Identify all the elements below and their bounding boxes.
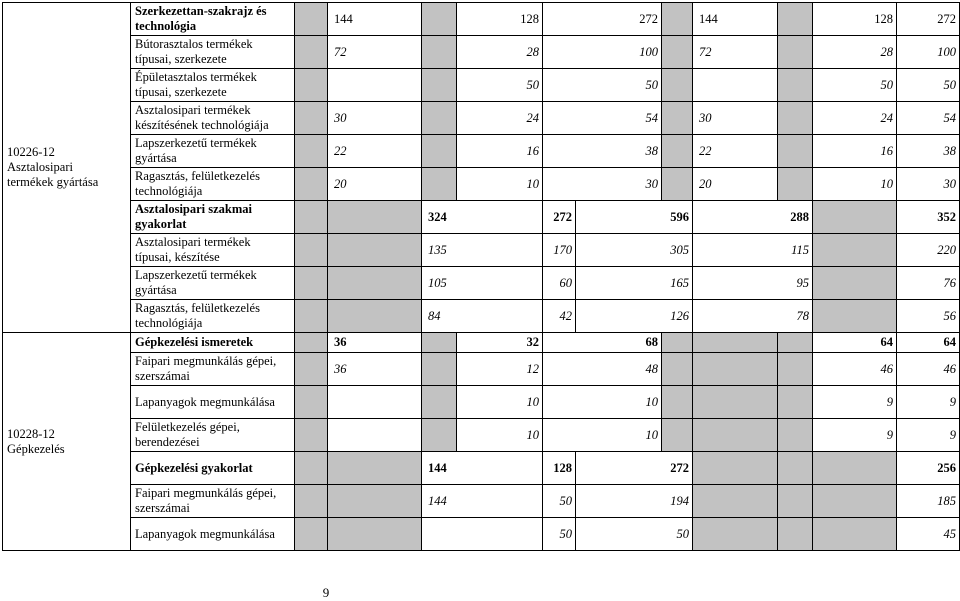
empty-cell <box>813 452 897 485</box>
value-cell: 22 <box>693 135 778 168</box>
empty-cell <box>662 353 693 386</box>
empty-cell <box>693 419 778 452</box>
value-cell: 45 <box>897 518 960 551</box>
subject-cell: Gépkezelési ismeretek <box>131 333 295 353</box>
value-cell: 272 <box>576 452 693 485</box>
value-cell: 46 <box>897 353 960 386</box>
value-cell <box>328 69 422 102</box>
value-cell: 50 <box>543 485 576 518</box>
empty-cell <box>778 102 813 135</box>
subject-cell: Lapanyagok megmunkálása <box>131 386 295 419</box>
value-cell: 72 <box>693 36 778 69</box>
empty-cell <box>662 386 693 419</box>
empty-cell <box>813 267 897 300</box>
value-cell: 144 <box>328 3 422 36</box>
empty-cell <box>813 201 897 234</box>
empty-cell <box>295 333 328 353</box>
value-cell: 38 <box>897 135 960 168</box>
value-cell: 256 <box>897 452 960 485</box>
subject-cell: Bútorasztalos termékek típusai, szerkezete <box>131 36 295 69</box>
empty-cell <box>693 485 778 518</box>
value-cell: 50 <box>576 518 693 551</box>
module-id: 10228-12 <box>7 426 55 441</box>
value-cell: 165 <box>576 267 693 300</box>
value-cell: 10 <box>457 386 543 419</box>
value-cell: 76 <box>897 267 960 300</box>
empty-cell <box>295 168 328 201</box>
value-cell: 135 <box>422 234 543 267</box>
value-cell: 50 <box>813 69 897 102</box>
subject-cell: Asztalosipari termékek készítésének technológiája <box>131 102 295 135</box>
empty-cell <box>778 386 813 419</box>
value-cell: 72 <box>328 36 422 69</box>
empty-cell <box>813 518 897 551</box>
module-id: 10226-12 <box>7 145 55 159</box>
value-cell: 36 <box>328 333 422 353</box>
table-row <box>3 135 960 168</box>
value-cell: 9 <box>897 419 960 452</box>
empty-cell <box>422 386 457 419</box>
subject-cell: Faipari megmunkálás gépei, szerszámai <box>131 485 295 518</box>
value-cell: 10 <box>457 168 543 201</box>
subject-cell: Asztalosipari szakmai gyakorlat <box>131 201 295 234</box>
value-cell: 28 <box>457 36 543 69</box>
value-cell: 272 <box>543 3 662 36</box>
empty-cell <box>662 102 693 135</box>
empty-cell <box>778 419 813 452</box>
empty-cell <box>778 36 813 69</box>
empty-cell <box>295 201 328 234</box>
empty-cell <box>295 234 328 267</box>
empty-cell <box>693 353 778 386</box>
empty-cell <box>295 69 328 102</box>
value-cell: 16 <box>457 135 543 168</box>
empty-cell <box>295 102 328 135</box>
value-cell: 128 <box>813 3 897 36</box>
value-cell: 30 <box>693 102 778 135</box>
value-cell: 54 <box>543 102 662 135</box>
empty-cell <box>662 419 693 452</box>
value-cell: 288 <box>693 201 813 234</box>
value-cell: 352 <box>897 201 960 234</box>
value-cell: 56 <box>897 300 960 333</box>
value-cell: 38 <box>543 135 662 168</box>
value-cell: 105 <box>422 267 543 300</box>
value-cell: 100 <box>543 36 662 69</box>
empty-cell <box>328 201 422 234</box>
value-cell: 30 <box>328 102 422 135</box>
table-row <box>3 485 960 518</box>
value-cell: 24 <box>457 102 543 135</box>
empty-cell <box>813 485 897 518</box>
empty-cell <box>662 168 693 201</box>
value-cell: 185 <box>897 485 960 518</box>
table-row <box>3 333 960 353</box>
value-cell: 10 <box>543 386 662 419</box>
empty-cell <box>295 485 328 518</box>
value-cell: 144 <box>422 485 543 518</box>
module-cell <box>3 3 131 333</box>
subject-cell: Szerkezettan-szakrajz és technológia <box>131 3 295 36</box>
empty-cell <box>328 234 422 267</box>
value-cell: 64 <box>813 333 897 353</box>
table-row <box>3 102 960 135</box>
empty-cell <box>328 485 422 518</box>
value-cell: 10 <box>813 168 897 201</box>
value-cell: 144 <box>693 3 778 36</box>
value-cell: 272 <box>543 201 576 234</box>
empty-cell <box>693 452 778 485</box>
subject-cell: Felületkezelés gépei, berendezései <box>131 419 295 452</box>
curriculum-hours-table <box>2 2 960 551</box>
empty-cell <box>693 333 778 353</box>
subject-cell: Lapanyagok megmunkálása <box>131 518 295 551</box>
value-cell: 48 <box>543 353 662 386</box>
empty-cell <box>778 452 813 485</box>
empty-cell <box>422 3 457 36</box>
value-cell: 10 <box>543 419 662 452</box>
empty-cell <box>422 36 457 69</box>
subject-cell: Gépkezelési gyakorlat <box>131 452 295 485</box>
empty-cell <box>778 69 813 102</box>
empty-cell <box>295 267 328 300</box>
module-name-line: Gépkezelés <box>7 441 65 456</box>
page-number: 9 <box>322 585 330 600</box>
empty-cell <box>813 234 897 267</box>
value-cell: 30 <box>543 168 662 201</box>
empty-cell <box>813 300 897 333</box>
subject-cell: Ragasztás, felületkezelés technológiája <box>131 300 295 333</box>
empty-cell <box>662 3 693 36</box>
empty-cell <box>328 300 422 333</box>
subject-cell: Faipari megmunkálás gépei, szerszámai <box>131 353 295 386</box>
value-cell: 78 <box>693 300 813 333</box>
value-cell: 12 <box>457 353 543 386</box>
empty-cell <box>422 102 457 135</box>
value-cell: 20 <box>693 168 778 201</box>
module-name-line: Asztalosipari <box>7 160 73 174</box>
table-row <box>3 267 960 300</box>
empty-cell <box>295 135 328 168</box>
value-cell: 128 <box>457 3 543 36</box>
subject-cell: Lapszerkezetű termékek gyártása <box>131 135 295 168</box>
empty-cell <box>778 333 813 353</box>
value-cell: 64 <box>897 333 960 353</box>
empty-cell <box>422 353 457 386</box>
empty-cell <box>295 353 328 386</box>
empty-cell <box>295 452 328 485</box>
empty-cell <box>295 36 328 69</box>
value-cell: 115 <box>693 234 813 267</box>
empty-cell <box>662 135 693 168</box>
value-cell: 596 <box>576 201 693 234</box>
value-cell: 170 <box>543 234 576 267</box>
value-cell: 220 <box>897 234 960 267</box>
value-cell: 10 <box>457 419 543 452</box>
table-row <box>3 518 960 551</box>
value-cell: 50 <box>897 69 960 102</box>
value-cell: 305 <box>576 234 693 267</box>
empty-cell <box>422 419 457 452</box>
empty-cell <box>778 485 813 518</box>
value-cell: 24 <box>813 102 897 135</box>
empty-cell <box>328 518 422 551</box>
value-cell: 22 <box>328 135 422 168</box>
table-row <box>3 168 960 201</box>
subject-cell: Lapszerkezetű termékek gyártása <box>131 267 295 300</box>
value-cell: 60 <box>543 267 576 300</box>
module-cell <box>3 333 131 551</box>
value-cell: 20 <box>328 168 422 201</box>
empty-cell <box>295 518 328 551</box>
value-cell: 324 <box>422 201 543 234</box>
value-cell: 50 <box>543 69 662 102</box>
value-cell: 30 <box>897 168 960 201</box>
table-row <box>3 234 960 267</box>
value-cell: 128 <box>543 452 576 485</box>
empty-cell <box>778 353 813 386</box>
value-cell: 194 <box>576 485 693 518</box>
subject-cell: Ragasztás, felületkezelés technológiája <box>131 168 295 201</box>
value-cell: 126 <box>576 300 693 333</box>
table-row <box>3 419 960 452</box>
table-row <box>3 36 960 69</box>
value-cell: 95 <box>693 267 813 300</box>
empty-cell <box>778 3 813 36</box>
value-cell: 50 <box>543 518 576 551</box>
empty-cell <box>693 386 778 419</box>
table-row <box>3 300 960 333</box>
value-cell: 9 <box>813 386 897 419</box>
value-cell: 9 <box>897 386 960 419</box>
value-cell: 42 <box>543 300 576 333</box>
empty-cell <box>295 419 328 452</box>
empty-cell <box>328 267 422 300</box>
table-row <box>3 386 960 419</box>
empty-cell <box>693 518 778 551</box>
value-cell: 68 <box>543 333 662 353</box>
value-cell: 9 <box>813 419 897 452</box>
value-cell: 144 <box>422 452 543 485</box>
value-cell <box>328 419 422 452</box>
value-cell: 32 <box>457 333 543 353</box>
empty-cell <box>778 168 813 201</box>
module-name-line: termékek gyártása <box>7 175 99 189</box>
empty-cell <box>422 333 457 353</box>
value-cell: 54 <box>897 102 960 135</box>
table-row <box>3 69 960 102</box>
value-cell: 100 <box>897 36 960 69</box>
empty-cell <box>295 300 328 333</box>
empty-cell <box>422 168 457 201</box>
value-cell: 28 <box>813 36 897 69</box>
subject-cell: Épületasztalos termékek típusai, szerkezete <box>131 69 295 102</box>
subject-cell: Asztalosipari termékek típusai, készítése <box>131 234 295 267</box>
value-cell <box>328 386 422 419</box>
value-cell: 46 <box>813 353 897 386</box>
empty-cell <box>422 69 457 102</box>
value-cell <box>693 69 778 102</box>
value-cell: 16 <box>813 135 897 168</box>
value-cell: 272 <box>897 3 960 36</box>
empty-cell <box>662 36 693 69</box>
table-row <box>3 201 960 234</box>
value-cell: 84 <box>422 300 543 333</box>
value-cell: 36 <box>328 353 422 386</box>
empty-cell <box>778 518 813 551</box>
empty-cell <box>328 452 422 485</box>
value-cell: 50 <box>457 69 543 102</box>
table-row <box>3 3 960 36</box>
empty-cell <box>422 135 457 168</box>
empty-cell <box>295 386 328 419</box>
empty-cell <box>662 333 693 353</box>
empty-cell <box>295 3 328 36</box>
table-row <box>3 353 960 386</box>
empty-cell <box>778 135 813 168</box>
table-row <box>3 452 960 485</box>
empty-cell <box>662 69 693 102</box>
value-cell <box>422 518 543 551</box>
